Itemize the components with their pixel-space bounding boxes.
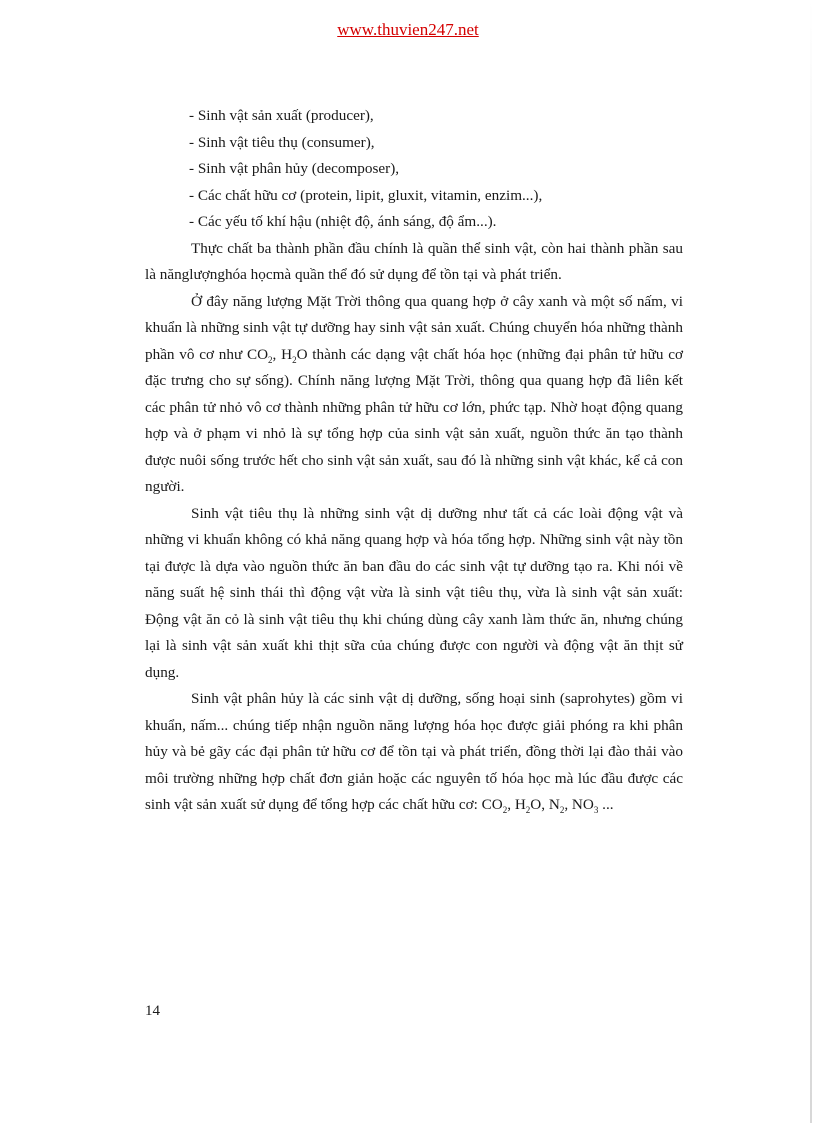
page-number: 14 [145,1003,160,1019]
page-content [145,103,683,819]
list-item: - Các chất hữu cơ (protein, lipit, gluxit, vitamin, enzim...), [189,186,543,204]
scan-edge-shadow [810,0,812,1123]
list-item: - Sinh vật sản xuất (producer), [189,107,374,124]
watermark-link[interactable]: www.thuvien247.net [337,20,479,39]
paragraph-producers: Ở đây năng lượng Mặt Trời thông qua quang hợp ở cây xanh và một số nấm, vi khuẩn là những sinh vật tự dưỡng hay sinh vật sản xuất. Chúng chuyển hóa những thành phần vô cơ như $CO_2$, $H_2O$ thành các dạng vật chất hóa học (những đại phân tử hữu cơ đặc trưng cho sự sống). Chính năng lượng Mặt Trời, thông qua quang hợp đã liên kết các phân tử nhỏ vô cơ thành những phân tử hữu cơ lớn, phức tạp. Nhờ hoạt động quang hợp và ở phạm vi nhỏ là sự tổng hợp của sinh vật sản xuất, nguồn thức ăn tạo thành được nuôi sống trước hết cho sinh vật sản xuất, sau đó là những sinh vật khác, kể cả con người. [145,292,684,495]
list-item: - Sinh vật tiêu thụ (consumer), [189,133,375,151]
list-item: - Sinh vật phân hủy (decomposer), [189,160,400,177]
component-list [145,103,683,236]
list-item: - Các yếu tố khí hậu (nhiệt độ, ánh sáng, độ ẩm...). [189,213,497,230]
paragraph-consumers: Sinh vật tiêu thụ là những sinh vật dị dưỡng như tất cả các loài động vật và những vi khuẩn không có khả năng quang hợp và hóa tổng hợp. Những sinh vật này tồn tại được là dựa vào nguồn thức ăn ban đầu do các sinh vật tự dưỡng tạo ra. Khi nói về năng suất hệ sinh thái thì động vật vừa là sinh vật tiêu thụ, vừa là sinh vật sản xuất: Động vật ăn cỏ là sinh vật tiêu thụ khi chúng dùng cây xanh làm thức ăn, nhưng chúng lại là sinh vật sản xuất khi thịt sữa của chúng được con người và động vật ăn thịt sử dụng. [145,504,683,681]
paragraph-decomposers: Sinh vật phân hủy là các sinh vật dị dưỡng, sống hoại sinh (saprohytes) gồm vi khuẩn, nấm... chúng tiếp nhận nguồn năng lượng hóa học được giải phóng ra khi phân hủy và bẻ gãy các đại phân tử hữu cơ để tồn tại và phát triển, đồng thời lại đào thải vào môi trường những hợp chất đơn giản hoặc các nguyên tố hóa học mà lúc đầu được các sinh vật sản xuất sử dụng để tổng hợp các chất hữu cơ: $CO_2$, $H_2O$, $N_2$, $NO_3$ ... [145,690,683,816]
paragraph-essence: Thực chất ba thành phần đầu chính là quần thể sinh vật, còn hai thành phần sau là nănglượnghóa họcmà quần thể đó sử dụng để tồn tại và phát triển. [145,239,683,283]
